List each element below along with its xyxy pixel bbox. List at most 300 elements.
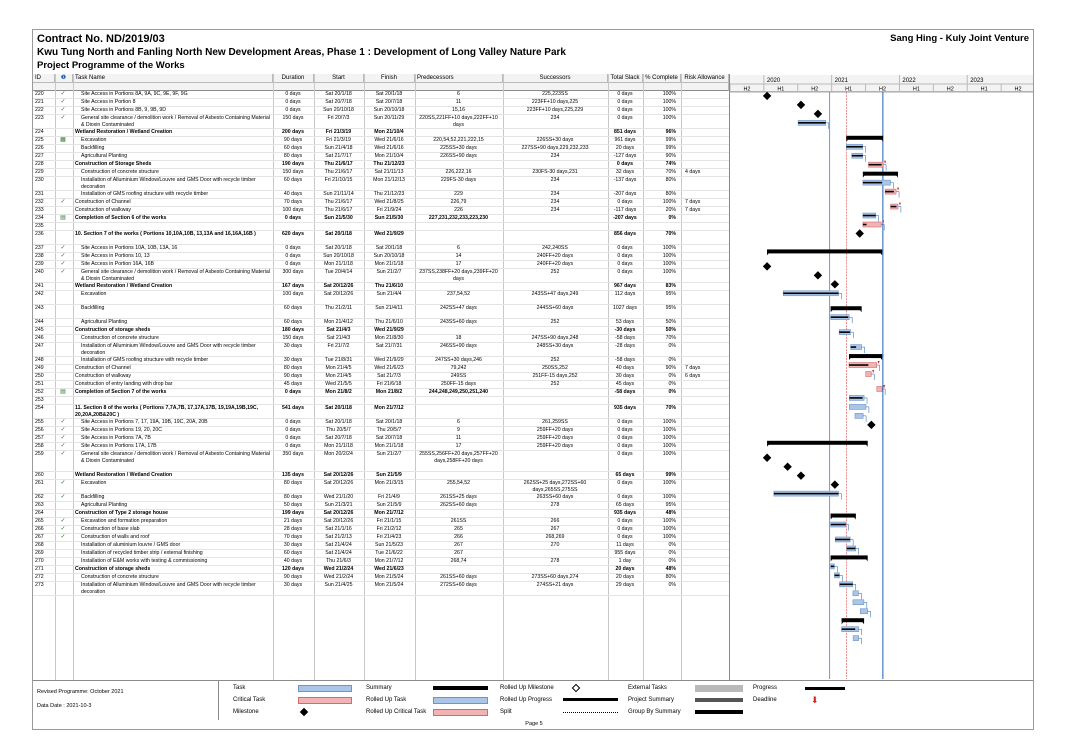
table-row[interactable] bbox=[33, 389, 729, 397]
finish-cell[interactable]: Fri 21/9/24 bbox=[376, 207, 402, 213]
task-name-cell[interactable]: Installation of Alluminium Window/Louvre and GMS Door with recycle timber decoration bbox=[81, 343, 256, 356]
percent-complete-cell[interactable]: 100% bbox=[662, 526, 676, 532]
start-cell[interactable]: Sat 20/1/18 bbox=[325, 245, 352, 251]
row-id-cell[interactable]: 256 bbox=[35, 427, 44, 433]
table-row[interactable] bbox=[33, 443, 729, 451]
task-name-cell[interactable]: Construction of entry landing with drop bar bbox=[75, 381, 173, 387]
table-row[interactable] bbox=[33, 231, 729, 245]
predecessors-cell[interactable]: 261SS+60 days bbox=[440, 574, 477, 580]
total-slack-cell[interactable]: 65 days bbox=[615, 502, 635, 508]
start-cell[interactable]: Sat 20/7/18 bbox=[325, 99, 352, 105]
start-cell[interactable]: Sun 20/10/18 bbox=[323, 107, 354, 113]
total-slack-cell[interactable]: 0 days bbox=[617, 518, 633, 524]
col-predecessors-header[interactable]: Predecessors bbox=[415, 74, 503, 83]
row-id-cell[interactable]: 244 bbox=[35, 319, 44, 325]
row-id-cell[interactable]: 240 bbox=[35, 269, 44, 275]
predecessors-cell[interactable]: 247SS+30 days,246 bbox=[435, 357, 482, 363]
task-name-cell[interactable]: Site Access in Portion 8 bbox=[81, 99, 136, 105]
percent-complete-cell[interactable]: 83% bbox=[665, 283, 676, 289]
finish-cell[interactable]: Mon 21/3/15 bbox=[374, 480, 404, 486]
duration-cell[interactable]: 80 days bbox=[283, 365, 303, 371]
start-cell[interactable]: Thu 20/5/7 bbox=[326, 427, 351, 433]
table-row[interactable] bbox=[33, 261, 729, 269]
percent-complete-cell[interactable]: 80% bbox=[665, 574, 676, 580]
duration-cell[interactable]: 0 days bbox=[284, 215, 302, 221]
percent-complete-cell[interactable]: 0% bbox=[668, 542, 676, 548]
risk-allowance-cell[interactable]: 7 days bbox=[685, 365, 701, 371]
percent-complete-cell[interactable]: 100% bbox=[662, 253, 676, 259]
table-row[interactable] bbox=[33, 427, 729, 435]
task-name-cell[interactable]: Installation of GMS roofing structure with recycle timber bbox=[81, 357, 209, 363]
row-id-cell[interactable]: 263 bbox=[35, 502, 44, 508]
finish-cell[interactable]: Sat 21/7/3 bbox=[377, 373, 401, 379]
total-slack-cell[interactable]: 0 days bbox=[617, 480, 633, 486]
successors-cell[interactable]: 234 bbox=[550, 153, 560, 159]
table-row[interactable] bbox=[33, 191, 729, 199]
start-cell[interactable]: Sat 20/1/18 bbox=[325, 91, 352, 97]
table-row[interactable] bbox=[33, 451, 729, 472]
finish-cell[interactable]: Mon 21/8/30 bbox=[374, 335, 404, 341]
total-slack-cell[interactable]: -127 days bbox=[613, 153, 637, 159]
percent-complete-cell[interactable]: 95% bbox=[665, 291, 676, 297]
task-name-cell[interactable]: Construction of Channel bbox=[75, 365, 131, 371]
successors-cell[interactable]: 252 bbox=[550, 319, 560, 325]
percent-complete-cell[interactable]: 100% bbox=[662, 99, 676, 105]
duration-cell[interactable]: 40 days bbox=[283, 191, 303, 197]
task-name-cell[interactable]: Installation of aluminium louvre / GMS door bbox=[81, 542, 181, 548]
start-cell[interactable]: Fri 21/10/15 bbox=[324, 177, 353, 183]
duration-cell[interactable]: 60 days bbox=[283, 177, 303, 183]
duration-cell[interactable]: 21 days bbox=[283, 518, 303, 524]
table-row[interactable] bbox=[33, 115, 729, 129]
duration-cell[interactable]: 350 days bbox=[282, 451, 304, 457]
row-id-cell[interactable]: 237 bbox=[35, 245, 44, 251]
table-row[interactable] bbox=[33, 494, 729, 502]
percent-complete-cell[interactable]: 0% bbox=[668, 357, 676, 363]
start-cell[interactable]: Sun 21/5/30 bbox=[324, 215, 353, 221]
finish-cell[interactable]: Wed 21/6/23 bbox=[374, 365, 404, 371]
col-risk-allowance-header[interactable]: Risk Allowance bbox=[681, 74, 729, 83]
row-id-cell[interactable]: 268 bbox=[35, 542, 44, 548]
total-slack-cell[interactable]: 0 days bbox=[617, 245, 633, 251]
task-name-cell[interactable]: Agricultural Planting bbox=[81, 502, 128, 508]
row-id-cell[interactable]: 262 bbox=[35, 494, 44, 500]
col-percent-complete-header[interactable]: % Complete bbox=[643, 74, 681, 83]
table-row[interactable] bbox=[33, 207, 729, 215]
table-row[interactable] bbox=[33, 574, 729, 582]
percent-complete-cell[interactable]: 100% bbox=[662, 435, 676, 441]
duration-cell[interactable]: 0 days bbox=[285, 427, 301, 433]
duration-cell[interactable]: 0 days bbox=[285, 253, 301, 259]
row-id-cell[interactable]: 220 bbox=[35, 91, 44, 97]
start-cell[interactable]: Sat 21/4/24 bbox=[325, 550, 352, 556]
table-row[interactable] bbox=[33, 480, 729, 494]
finish-cell[interactable]: Sun 21/5/9 bbox=[376, 472, 402, 478]
successors-cell[interactable]: 270 bbox=[550, 542, 560, 548]
predecessors-cell[interactable]: 262SS+60 days bbox=[440, 502, 477, 508]
row-id-cell[interactable]: 267 bbox=[35, 534, 44, 540]
table-row[interactable] bbox=[33, 253, 729, 261]
col-id-header[interactable]: ID bbox=[33, 74, 55, 83]
percent-complete-cell[interactable]: 70% bbox=[665, 169, 676, 175]
predecessors-cell[interactable]: 226,79 bbox=[450, 199, 467, 205]
total-slack-cell[interactable]: 20 days bbox=[615, 566, 635, 572]
start-cell[interactable]: Fri 21/3/19 bbox=[325, 129, 352, 135]
task-name-cell[interactable]: Excavation bbox=[81, 480, 107, 486]
finish-cell[interactable]: Mon 21/10/4 bbox=[374, 153, 404, 159]
start-cell[interactable]: Sat 20/12/26 bbox=[323, 283, 354, 289]
start-cell[interactable]: Fri 21/7/2 bbox=[327, 343, 350, 349]
row-id-cell[interactable]: 230 bbox=[35, 177, 44, 183]
task-name-cell[interactable]: Wetland Restoration / Wetland Creation bbox=[75, 283, 173, 289]
table-row[interactable] bbox=[33, 283, 729, 291]
total-slack-cell[interactable]: -58 days bbox=[615, 357, 635, 363]
task-name-cell[interactable]: Installation of recycled timber strip / external finishing bbox=[81, 550, 203, 556]
table-row[interactable] bbox=[33, 169, 729, 177]
start-cell[interactable]: Sat 20/12/26 bbox=[323, 510, 354, 516]
row-id-cell[interactable]: 228 bbox=[35, 161, 44, 167]
predecessors-cell[interactable]: 267 bbox=[454, 542, 463, 548]
total-slack-cell[interactable]: 112 days bbox=[614, 291, 636, 297]
finish-cell[interactable]: Thu 21/6/10 bbox=[375, 319, 403, 325]
duration-cell[interactable]: 30 days bbox=[283, 542, 303, 548]
table-row[interactable] bbox=[33, 542, 729, 550]
finish-cell[interactable]: Sun 21/5/30 bbox=[374, 215, 404, 221]
task-name-cell[interactable]: 11. Section 8 of the works ( Portions 7,7A,7B, 17,17A,17B, 19,19A,19B,19C, 20,20A,20B&20C ) bbox=[75, 405, 259, 418]
percent-complete-cell[interactable]: 0% bbox=[668, 381, 676, 387]
finish-cell[interactable]: Wed 21/9/29 bbox=[374, 231, 404, 237]
table-row[interactable] bbox=[33, 526, 729, 534]
finish-cell[interactable]: Mon 21/1/18 bbox=[374, 443, 404, 449]
row-id-cell[interactable]: 236 bbox=[35, 231, 44, 237]
successors-cell[interactable]: 278 bbox=[550, 502, 560, 508]
finish-cell[interactable]: Sat 20/7/18 bbox=[375, 99, 403, 105]
table-row[interactable] bbox=[33, 291, 729, 305]
total-slack-cell[interactable]: -207 days bbox=[613, 215, 637, 221]
successors-cell[interactable]: 234 bbox=[550, 191, 560, 197]
finish-cell[interactable]: Mon 21/12/13 bbox=[373, 177, 405, 183]
start-cell[interactable]: Thu 21/6/17 bbox=[324, 199, 353, 205]
row-id-cell[interactable]: 235 bbox=[35, 223, 44, 229]
percent-complete-cell[interactable]: 100% bbox=[662, 261, 676, 267]
total-slack-cell[interactable]: 0 days bbox=[617, 443, 633, 449]
total-slack-cell[interactable]: 0 days bbox=[617, 419, 633, 425]
duration-cell[interactable]: 150 days bbox=[282, 169, 304, 175]
col-duration-header[interactable]: Duration bbox=[273, 74, 314, 83]
total-slack-cell[interactable]: 0 days bbox=[617, 494, 633, 500]
row-id-cell[interactable]: 272 bbox=[35, 574, 44, 580]
successors-cell[interactable]: 262SS+25 days,272SS+60 days,265SS,275SS bbox=[523, 480, 587, 493]
total-slack-cell[interactable]: -137 days bbox=[613, 177, 637, 183]
start-cell[interactable]: Sat 20/1/18 bbox=[325, 419, 352, 425]
row-id-cell[interactable]: 242 bbox=[35, 291, 44, 297]
percent-complete-cell[interactable]: 99% bbox=[665, 145, 676, 151]
total-slack-cell[interactable]: 0 days bbox=[617, 526, 633, 532]
start-cell[interactable]: Mon 20/2/24 bbox=[324, 451, 353, 457]
task-name-cell[interactable]: Construction of concrete structure bbox=[81, 335, 159, 341]
total-slack-cell[interactable]: 955 days bbox=[614, 550, 636, 556]
percent-complete-cell[interactable]: 80% bbox=[665, 191, 676, 197]
finish-cell[interactable]: Thu 21/12/23 bbox=[373, 161, 405, 167]
task-name-cell[interactable]: Site Access in Portions 10, 13 bbox=[81, 253, 150, 259]
total-slack-cell[interactable]: 65 days bbox=[615, 472, 635, 478]
predecessors-cell[interactable]: 261SS+25 days bbox=[440, 494, 477, 500]
start-cell[interactable]: Sat 21/2/13 bbox=[325, 534, 352, 540]
total-slack-cell[interactable]: -58 days bbox=[614, 389, 636, 395]
duration-cell[interactable]: 0 days bbox=[285, 261, 301, 267]
successors-cell[interactable]: 278 bbox=[550, 558, 560, 564]
duration-cell[interactable]: 0 days bbox=[284, 389, 302, 395]
percent-complete-cell[interactable]: 100% bbox=[662, 494, 676, 500]
total-slack-cell[interactable]: 45 days bbox=[615, 381, 635, 387]
successors-cell[interactable]: 240FF+20 days bbox=[536, 261, 574, 267]
col-successors-header[interactable]: Successors bbox=[503, 74, 608, 83]
row-id-cell[interactable]: 251 bbox=[35, 381, 44, 387]
table-row[interactable] bbox=[33, 343, 729, 357]
task-name-cell[interactable]: General site clearance / demolition work / Removal of Asbesto Containing Material & Dioxin Contaminated bbox=[81, 115, 270, 128]
row-id-cell[interactable]: 252 bbox=[35, 389, 44, 395]
start-cell[interactable]: Sun 20/10/18 bbox=[323, 253, 354, 259]
total-slack-cell[interactable]: -28 days bbox=[615, 343, 635, 349]
task-name-cell[interactable]: Construction of storage sheds bbox=[75, 327, 151, 333]
percent-complete-cell[interactable]: 0% bbox=[668, 582, 676, 588]
total-slack-cell[interactable]: -58 days bbox=[615, 335, 635, 341]
table-row[interactable] bbox=[33, 550, 729, 558]
duration-cell[interactable]: 28 days bbox=[283, 526, 303, 532]
percent-complete-cell[interactable]: 100% bbox=[662, 534, 676, 540]
duration-cell[interactable]: 180 days bbox=[282, 327, 304, 333]
predecessors-cell[interactable]: 226SS+90 days bbox=[440, 153, 477, 159]
start-cell[interactable]: Sat 20/12/26 bbox=[323, 480, 354, 486]
start-cell[interactable]: Mon 21/4/5 bbox=[325, 373, 352, 379]
duration-cell[interactable]: 200 days bbox=[282, 129, 304, 135]
finish-cell[interactable]: Fri 21/6/18 bbox=[376, 381, 402, 387]
percent-complete-cell[interactable]: 48% bbox=[665, 510, 676, 516]
duration-cell[interactable]: 620 days bbox=[282, 231, 304, 237]
row-id-cell[interactable]: 241 bbox=[35, 283, 44, 289]
duration-cell[interactable]: 90 days bbox=[283, 574, 303, 580]
table-row[interactable] bbox=[33, 435, 729, 443]
duration-cell[interactable]: 0 days bbox=[285, 107, 301, 113]
duration-cell[interactable]: 30 days bbox=[283, 343, 303, 349]
finish-cell[interactable]: Sun 21/5/9 bbox=[376, 502, 402, 508]
percent-complete-cell[interactable]: 90% bbox=[665, 365, 676, 371]
percent-complete-cell[interactable]: 80% bbox=[665, 177, 676, 183]
predecessors-cell[interactable]: 11 bbox=[455, 99, 462, 105]
successors-cell[interactable]: 234 bbox=[550, 115, 560, 121]
total-slack-cell[interactable]: 0 days bbox=[617, 253, 633, 259]
successors-cell[interactable]: 259FF+20 days bbox=[536, 427, 574, 433]
total-slack-cell[interactable]: 30 days bbox=[615, 373, 635, 379]
start-cell[interactable]: Fri 21/3/19 bbox=[326, 137, 351, 143]
successors-cell[interactable]: 273SS+60 days,274 bbox=[531, 574, 579, 580]
table-row[interactable] bbox=[33, 99, 729, 107]
predecessors-cell[interactable]: 265 bbox=[454, 526, 463, 532]
finish-cell[interactable]: Fri 21/4/23 bbox=[376, 534, 402, 540]
start-cell[interactable]: Mon 21/1/18 bbox=[324, 261, 353, 267]
task-name-cell[interactable]: Excavation and formation preparation bbox=[81, 518, 168, 524]
finish-cell[interactable]: Sun 21/2/7 bbox=[376, 269, 402, 275]
start-cell[interactable]: Mon 21/4/5 bbox=[325, 365, 352, 371]
task-name-cell[interactable]: Site Access in Portion 16A, 16B bbox=[81, 261, 154, 267]
task-name-cell[interactable]: Excavation bbox=[81, 137, 107, 143]
table-row[interactable] bbox=[33, 397, 729, 405]
duration-cell[interactable]: 70 days bbox=[283, 534, 303, 540]
start-cell[interactable]: Sat 21/4/3 bbox=[326, 327, 351, 333]
finish-cell[interactable]: Sun 21/5/23 bbox=[375, 542, 403, 548]
task-name-cell[interactable]: Installation of Alluminium Window/Louvre and GMS Door with recycle timber decoration bbox=[81, 177, 256, 190]
predecessors-cell[interactable]: 237,54,52 bbox=[446, 291, 471, 297]
start-cell[interactable]: Sat 21/1/16 bbox=[325, 526, 352, 532]
finish-cell[interactable]: Mon 21/7/12 bbox=[374, 558, 404, 564]
start-cell[interactable]: Wed 21/5/5 bbox=[325, 381, 352, 387]
table-row[interactable] bbox=[33, 558, 729, 566]
successors-cell[interactable]: 263SS+60 days bbox=[536, 494, 574, 500]
row-id-cell[interactable]: 265 bbox=[35, 518, 44, 524]
start-cell[interactable]: Sat 21/7/17 bbox=[325, 153, 352, 159]
total-slack-cell[interactable]: 0 days bbox=[617, 99, 633, 105]
table-row[interactable] bbox=[33, 566, 729, 574]
duration-cell[interactable]: 0 days bbox=[285, 99, 301, 105]
successors-cell[interactable]: 252 bbox=[550, 381, 560, 387]
finish-cell[interactable]: Mon 21/5/24 bbox=[374, 582, 404, 588]
duration-cell[interactable]: 80 days bbox=[283, 480, 303, 486]
finish-cell[interactable]: Wed 21/6/16 bbox=[374, 145, 404, 151]
successors-cell[interactable]: 227SS+90 days,229,232,233 bbox=[521, 145, 589, 151]
successors-cell[interactable]: 252 bbox=[550, 357, 560, 363]
table-row[interactable] bbox=[33, 472, 729, 480]
finish-cell[interactable]: Mon 21/1/18 bbox=[374, 261, 404, 267]
predecessors-cell[interactable]: 266 bbox=[454, 534, 463, 540]
row-id-cell[interactable]: 239 bbox=[35, 261, 44, 267]
total-slack-cell[interactable]: 0 days bbox=[617, 534, 633, 540]
finish-cell[interactable]: Mon 21/5/24 bbox=[374, 574, 404, 580]
finish-cell[interactable]: Sun 21/4/4 bbox=[376, 291, 402, 297]
finish-cell[interactable]: Wed 21/6/23 bbox=[374, 566, 404, 572]
task-name-cell[interactable]: Excavation bbox=[81, 291, 107, 297]
col-finish-header[interactable]: Finish bbox=[364, 74, 415, 83]
row-id-cell[interactable]: 234 bbox=[35, 215, 44, 221]
percent-complete-cell[interactable]: 0% bbox=[668, 389, 676, 395]
task-name-cell[interactable]: Site Access in Portions 8A, 9A, 9C, 9E, 9F, 9G bbox=[81, 91, 188, 97]
start-cell[interactable]: Sat 20/1/18 bbox=[325, 231, 352, 237]
table-row[interactable] bbox=[33, 518, 729, 526]
successors-cell[interactable]: 225,223SS bbox=[542, 91, 568, 97]
task-name-cell[interactable]: Installation of E&M works with testing & commissioning bbox=[81, 558, 208, 564]
start-cell[interactable]: Sat 20/7/18 bbox=[325, 435, 352, 441]
row-id-cell[interactable]: 254 bbox=[35, 405, 44, 411]
row-id-cell[interactable]: 248 bbox=[35, 357, 44, 363]
duration-cell[interactable]: 167 days bbox=[282, 283, 304, 289]
row-id-cell[interactable]: 227 bbox=[35, 153, 44, 159]
total-slack-cell[interactable]: 53 days bbox=[615, 319, 635, 325]
row-id-cell[interactable]: 271 bbox=[35, 566, 44, 572]
task-name-cell[interactable]: Construction of Storage Sheds bbox=[75, 161, 152, 167]
task-name-cell[interactable]: General site clearance / demolition work / Removal of Asbesto Containing Material & Dioxin Contaminated bbox=[81, 451, 270, 464]
percent-complete-cell[interactable]: 0% bbox=[668, 373, 676, 379]
row-id-cell[interactable]: 250 bbox=[35, 373, 44, 379]
start-cell[interactable]: Mon 21/4/12 bbox=[324, 319, 353, 325]
duration-cell[interactable]: 190 days bbox=[282, 161, 304, 167]
row-id-cell[interactable]: 247 bbox=[35, 343, 44, 349]
table-row[interactable] bbox=[33, 534, 729, 542]
task-name-cell[interactable]: Construction of Type 2 storage house bbox=[75, 510, 168, 516]
table-row[interactable] bbox=[33, 161, 729, 169]
task-name-cell[interactable]: Construction of Channel bbox=[75, 199, 131, 205]
percent-complete-cell[interactable]: 99% bbox=[665, 137, 676, 143]
duration-cell[interactable]: 150 days bbox=[282, 335, 304, 341]
finish-cell[interactable]: Tue 21/6/22 bbox=[375, 550, 403, 556]
start-cell[interactable]: Thu 21/6/17 bbox=[324, 161, 353, 167]
successors-cell[interactable]: 230FS-30 days,231 bbox=[532, 169, 578, 175]
task-name-cell[interactable]: Installation of GMS roofing structure with recycle timber bbox=[81, 191, 209, 197]
finish-cell[interactable]: Sun 20/10/18 bbox=[373, 107, 405, 113]
successors-cell[interactable]: 259FF+20 days bbox=[536, 443, 574, 449]
duration-cell[interactable]: 30 days bbox=[283, 582, 303, 588]
predecessors-cell[interactable]: 9 bbox=[457, 427, 460, 433]
total-slack-cell[interactable]: -207 days bbox=[613, 191, 637, 197]
task-name-cell[interactable]: 10. Section 7 of the works ( Portions 10,10A,10B, 13,13A and 16,16A,16B ) bbox=[75, 231, 256, 237]
successors-cell[interactable]: 244SS+60 days bbox=[536, 305, 574, 311]
duration-cell[interactable]: 541 days bbox=[282, 405, 304, 411]
col-start-header[interactable]: Start bbox=[314, 74, 364, 83]
finish-cell[interactable]: Sat 21/7/31 bbox=[375, 343, 403, 349]
predecessors-cell[interactable]: 79,242 bbox=[450, 365, 467, 371]
row-id-cell[interactable]: 229 bbox=[35, 169, 44, 175]
start-cell[interactable]: Sat 21/4/3 bbox=[326, 335, 351, 341]
task-name-cell[interactable]: Construction of walls and roof bbox=[81, 534, 150, 540]
task-name-cell[interactable]: Wetland Restoration / Wetland Creation bbox=[75, 129, 173, 135]
total-slack-cell[interactable]: 935 days bbox=[614, 510, 636, 516]
total-slack-cell[interactable]: 1027 days bbox=[613, 305, 637, 311]
duration-cell[interactable]: 300 days bbox=[282, 269, 304, 275]
task-name-cell[interactable]: Backfilling bbox=[81, 145, 105, 151]
row-id-cell[interactable]: 264 bbox=[35, 510, 44, 516]
table-row[interactable] bbox=[33, 373, 729, 381]
percent-complete-cell[interactable]: 100% bbox=[662, 91, 676, 97]
row-id-cell[interactable]: 222 bbox=[35, 107, 44, 113]
row-id-cell[interactable]: 246 bbox=[35, 335, 44, 341]
finish-cell[interactable]: Wed 21/9/29 bbox=[374, 327, 404, 333]
risk-allowance-cell[interactable]: 7 days bbox=[685, 199, 701, 205]
duration-cell[interactable]: 0 days bbox=[285, 91, 301, 97]
risk-allowance-cell[interactable]: 6 days bbox=[685, 373, 701, 379]
predecessors-cell[interactable]: 272SS+60 days bbox=[440, 582, 477, 588]
duration-cell[interactable]: 60 days bbox=[283, 145, 303, 151]
predecessors-cell[interactable]: 15,16 bbox=[452, 107, 465, 113]
duration-cell[interactable]: 90 days bbox=[283, 137, 303, 143]
task-name-cell[interactable]: Construction of walkway bbox=[75, 207, 131, 213]
task-name-cell[interactable]: General site clearance / demolition work / Removal of Asbesto Containing Material & Dioxin Contaminated bbox=[81, 269, 270, 282]
start-cell[interactable]: Sat 20/12/26 bbox=[323, 472, 354, 478]
row-id-cell[interactable]: 261 bbox=[35, 480, 44, 486]
task-name-cell[interactable]: Construction of walkway bbox=[75, 373, 131, 379]
percent-complete-cell[interactable]: 100% bbox=[662, 451, 676, 457]
predecessors-cell[interactable]: 227,231,232,233,223,230 bbox=[428, 215, 489, 221]
percent-complete-cell[interactable]: 99% bbox=[665, 472, 676, 478]
total-slack-cell[interactable]: 0 days bbox=[617, 199, 633, 205]
predecessors-cell[interactable]: 244,248,249,250,251,240 bbox=[428, 389, 489, 395]
table-row[interactable] bbox=[33, 269, 729, 283]
predecessors-cell[interactable]: 6 bbox=[457, 419, 460, 425]
task-name-cell[interactable]: Construction of concrete structure bbox=[81, 169, 159, 175]
predecessors-cell[interactable]: 11 bbox=[455, 435, 462, 441]
start-cell[interactable]: Tue 21/8/31 bbox=[324, 357, 353, 363]
percent-complete-cell[interactable]: 95% bbox=[665, 502, 676, 508]
col-total-slack-header[interactable]: Total Slack bbox=[608, 74, 643, 83]
row-id-cell[interactable]: 259 bbox=[35, 451, 44, 457]
finish-cell[interactable]: Fri 21/2/12 bbox=[376, 526, 402, 532]
